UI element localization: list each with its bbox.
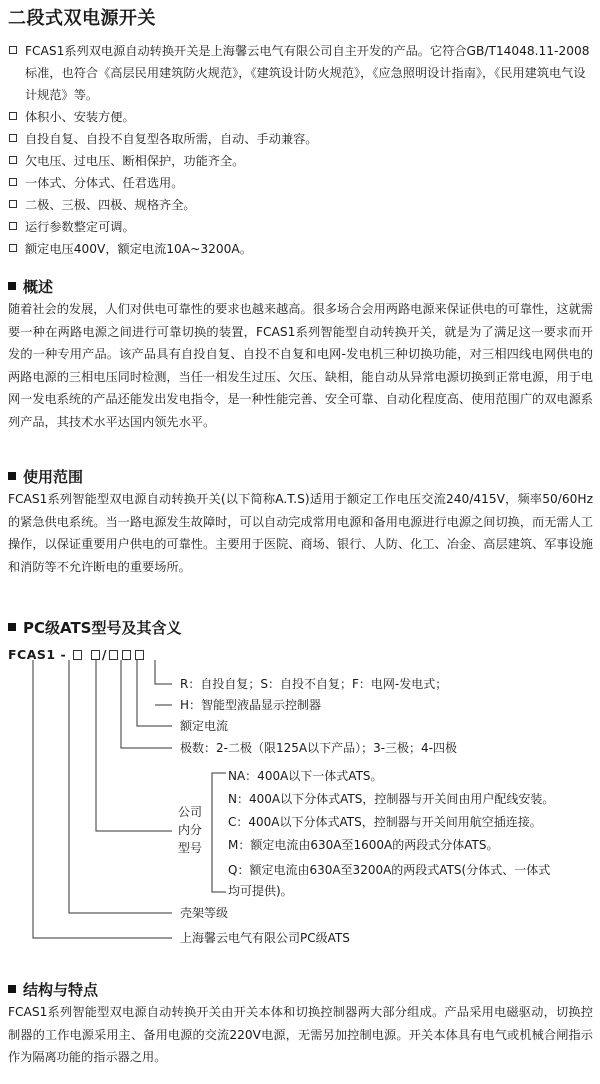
feature-text: 体积小、安装方便。 xyxy=(25,110,135,124)
frame-grade-label: 壳架等级 xyxy=(180,906,229,920)
leader-line xyxy=(121,660,172,748)
leader-line xyxy=(96,660,172,831)
feature-text: 一体式、分体式、任君选用。 xyxy=(25,176,184,190)
type-n: N：400A以下分体式ATS，控制器与开关间由用户配线安装。 xyxy=(228,792,555,806)
overview-heading-text: 概述 xyxy=(23,278,54,296)
leader-line xyxy=(155,660,172,684)
structure-heading xyxy=(8,979,98,1000)
feature-text: 自投自复、自投不自复型各取所需，自动、手动兼容。 xyxy=(25,132,318,146)
option-r-s-f: R：自投自复；S：自投不自复；F：电网-发电式； xyxy=(180,677,448,691)
page-title: 二段式双电源开关 xyxy=(8,8,156,29)
feature-text: 欠电压、过电压、断相保护，功能齐全。 xyxy=(25,154,245,168)
poles-label: 极数：2-二极（限125A以下产品）；3-三极；4-四极 xyxy=(180,741,458,755)
structure-paragraph: FCAS1系列智能型双电源自动转换开关由开关本体和切换控制器两大部分组成。产品采用电磁驱动，切换控制器的工作电源采用主、备用电源的交流220V电源，无需另加控制电源。开关本体具有电气或机械合闸指示作为隔离功能的指示器之用。 xyxy=(8,1005,593,1064)
feature-text: 运行参数整定可调。 xyxy=(25,220,135,234)
type-c: C：400A以下分体式ATS，控制器与开关间用航空插连接。 xyxy=(228,815,542,829)
square-bullet-icon xyxy=(8,985,16,993)
scope-heading-text: 使用范围 xyxy=(23,468,84,486)
structure-heading-text: 结构与特点 xyxy=(23,981,99,999)
feature-text: 二极、三极、四极、规格齐全。 xyxy=(25,198,196,212)
leader-line xyxy=(33,660,172,938)
overview-paragraph: 随着社会的发展，人们对供电可靠性的要求也越来越高。很多场合会用两路电源来保证供电的可靠性，这就需要一种在两路电源之间进行可靠切换的装置，FCAS1系列智能型自动转换开关，就是为了满足这一要求而开发的一种专用产品。该产品具有自投自复、自投不自复和电网-发电机三种切换功能，对三相四线电网供电的两路电源的三相电压同时检测，当任一相发生过压、欠压、缺相，能自动从异常电源切换到正常电源，用于电网一发电系统的产品还能发出发电指令，是一种性能完善、安全可靠、自动化程度高、使用范围广的双电源系列产品，其技术水平达国内领先水平。 xyxy=(8,302,593,429)
bracket-line xyxy=(212,773,226,892)
option-h: H：智能型液晶显示控制器 xyxy=(180,698,322,712)
type-m: M：额定电流由630A至1600A的两段式分体ATS。 xyxy=(228,838,499,852)
rated-current-label: 额定电流 xyxy=(180,719,229,733)
model-heading-text: PC级ATS型号及其含义 xyxy=(23,619,182,637)
model-separator: / xyxy=(101,647,107,662)
feature-text: 额定电压400V，额定电流10A~3200A。 xyxy=(25,242,252,256)
scope-paragraph: FCAS1系列智能型双电源自动转换开关(以下简称A.T.S)适用于额定工作电压交流240/415V，频率50/60Hz的紧急供电系统。当一路电源发生故障时，可以自动完成常用电源和备用电源进行电源之间切换，而无需人工操作，以保证重要用户供电的可靠性。主要用于医院、商场、银行、人防、化工、冶金、高层建筑、军事设施和消防等不允许断电的重要场所。 xyxy=(8,492,593,574)
type-na: NA：400A以下一体式ATS。 xyxy=(228,769,383,783)
feature-text: FCAS1系列双电源自动转换开关是上海馨云电气有限公司自主开发的产品。它符合GB/T14048.11-2008标准，也符合《高层民用建筑防火规范》，《建筑设计防火规范》，《应急照明设计指南》，《民用建筑电气设计规范》等。 xyxy=(25,44,590,102)
type-q: Q：额定电流由630A至3200A的两段式ATS(分体式、一体式均可提供)。 xyxy=(228,863,551,898)
manufacturer-label: 上海馨云电气有限公司PC级ATS xyxy=(180,931,350,945)
model-prefix: FCAS1 - xyxy=(8,647,67,662)
company-type-label: 公司内分型号 xyxy=(178,805,203,855)
